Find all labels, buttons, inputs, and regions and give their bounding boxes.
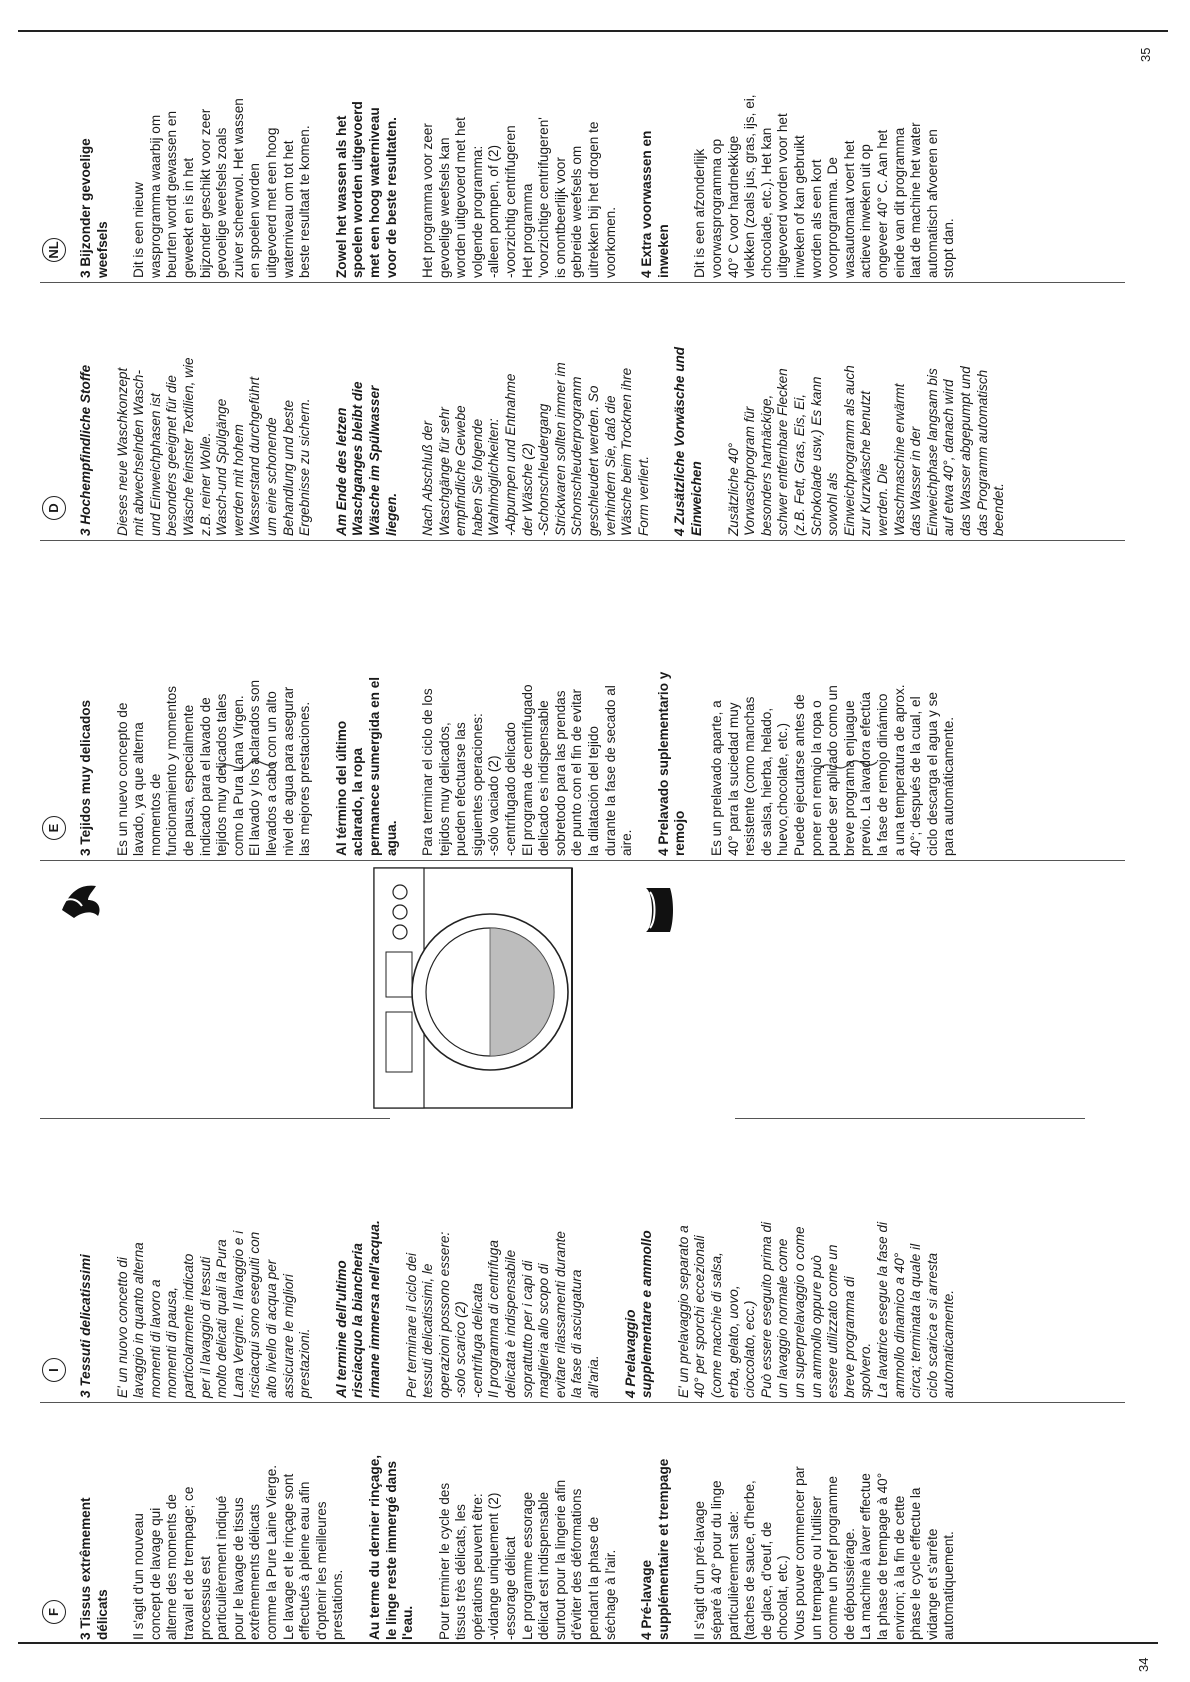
section-3-title: 3 Bijzonder gevoelige weefsels: [78, 138, 110, 278]
section-4-body: Il s'agit d'un pré-lavage séparé à 40° pour du linge particulièrement sale: (taches de sauce, d'herbe, de glace, d'oeuf, de chocolat, etc.) Vous pouver commencer par un trempage ou l'utiliser comme un bref programme de dépoussiérage. La machine à laver effectue la phase de trempage à 40° environ; à la fin de cette phase le cycle effectue la vidange et s'arrête automatiquement.: [692, 1466, 957, 1640]
section-3-body-2: Para terminar el ciclo de los tejidos muy delicados, pueden efectuarse las siguientes operaciones: -sólo vaciado (2) -centrifugado delicado El programa de centrifugado delicado es indispensable sobretodo para las prendas de punto con el fin de evitar la dilatación del tejido durante la fase de secado al aire.: [420, 684, 635, 856]
section-3-bold-note: Zowel het wassen als het spoelen worden uitgevoerd met een hoog waterniveau voor de beste resultaten.: [333, 101, 399, 278]
section-3-body: E' un nuovo concetto di lavaggio in quanto alterna momenti di lavoro a momenti di pausa, particolarmente indicato per il lavaggio di tessuti molto delicati quali la Pura Lana Vergine. Il lavaggio e i risciacqui sono eseguiti con alto livello di acqua per assicurare le migliori prestazioni.: [114, 1230, 313, 1398]
language-badge-d: D: [42, 496, 66, 520]
section-4-body: Es un prelavado aparte, a 40° para la suciedad muy resistente (como manchas de salsa, hierba, helado, huevo,chocolate, etc.) Puede ejecutarse antes de poner en remojo la ropa o puede ser aplicado como un breve programa enjuague previo. La lavadora efectúa la fase de remojo dinámico a una temperatura de aprox. 40°; después de la cual, el ciclo descarga el agua y se para automáticamente.: [709, 684, 957, 856]
section-3-title: 3 Tissus extrêmement délicats: [78, 1497, 110, 1640]
section-4-title: 4 Prelavaggio supplementare e ammollo: [622, 1230, 655, 1398]
section-4-title: 4 Zusätzliche Vorwäsche und Einweichen: [672, 346, 704, 536]
separator-3: [735, 1118, 1085, 1119]
column-spanish: [42, 556, 1042, 856]
section-3-body-2: Het programma voor zeer gevoelige weefsels kan worden uitgevoerd met het volgende programma: -alleen pompen, of (2) -voorzichtig centrifugeren Het programma 'voorzichtige centrifugeren' is onontbeerlijk voor gebreide weefsels om uitrekken bij het drogen te voorkomen.: [420, 117, 618, 278]
separator-5: [40, 540, 1125, 541]
section-4-body: E' un prelavaggio separato a 40° per sporchi eccezionali (come macchie di salsa, erba, gelato, uovo, cioccolato, ecc.) Può essere eseguito prima di un lavaggio normale come un superprelavaggio o come un ammollo oppure può essere utilizzato come un breve programma di spolvero. La lavatrice esegue la fase di ammollo dinamico a 40° circa; terminata la quale il ciclo scarica e si arresta automaticamente.: [675, 1221, 957, 1398]
language-badge-e: E: [42, 816, 66, 840]
section-3-body-2: Pour terminer le cycle des tissus très délicats, les opérations peuvent être: -vidange uniquement (2) -essorage délicat Le programme essorage délicat est indispensable surtout pour la lingerie afin d'éviter des déformations pendant la phase de séchage à l'air.: [436, 1479, 618, 1640]
separator-6: [40, 282, 1125, 283]
basin-icon: [640, 880, 680, 940]
section-3-body-2: Per terminare il ciclo dei tessuti delicatissimi, le operazioni possono essere: -solo scarico (2) -centrifuga delicata Il programma di centrifuga delicata è indispensabile soprattutto per i capi di maglieria allo scopo di evitare rilassamenti durante la fase di asciugatura all'aria.: [403, 1231, 602, 1398]
section-3-bold-note: Au terme du dernier rinçage, le linge reste immergé dans l'eau.: [366, 1454, 416, 1640]
section-3-body: Es un nuevo concepto de lavado, ya que alterna momentos de funcionamiento y momentos de pausa, especialmente indicado para el lavado de tejidos muy delicados tales como la Pura Lana Virgen. El lavado y los aclarados son llevados a cabo con un alto nivel de agua para asegurar las mejores prestaciones.: [114, 679, 313, 856]
section-4-body: Zusätzliche 40° Vorwaschprogram für besonders hartnäckige, schwer entfernbare Flecken (z.B. Fett, Gras, Eis, Ei, Schokolade usw.) Es kann sowohl als Einweichprogramm als auch zur Kurzwäsche benutzt werden. Die Waschmaschine erwärmt das Wasser in der Einweichphase langsam bis auf etwa 40°, danach wird das Wasser abgepumpt und das Programm automatisch beendet.: [725, 365, 1007, 536]
section-3-body: Il s'agit d'un nouveau concept de lavage qui alterne des moments de travail et de trempage; ce processus est particulièrement indiqué pour le lavage de tissus extrêmements délicats comme la Pure Laine Vierge. Le lavage et le rinçage sont effectués à pleine eau afin d'optenir les meilleures prestations.: [131, 1464, 346, 1640]
section-3-bold-note: Al termine dell'ultimo risciacquo la biancheria rimane immersa nell'acqua.: [333, 1220, 382, 1398]
hand-wash-icon: [52, 870, 112, 930]
section-3-bold-note: Al término del último aclarado, la ropa permanece sumergida en el agua.: [333, 676, 399, 856]
washing-machine-illustration: [360, 862, 680, 1114]
column-french: [42, 1405, 1042, 1640]
section-3-title: 3 Tejidos muy delicados: [78, 699, 93, 856]
separator-1: [40, 1402, 1125, 1403]
section-4-title: 4 Extra voorwassen en inweken: [639, 130, 671, 278]
column-dutch: [42, 40, 1042, 278]
section-4-body: Dit is een afzonderlijk voorwasprogramma op 40° C voor hardnekkige vlekken (zoals jus, gras, ijs, ei, chocolade, etc.). Het kan uitgevoerd worden voor het inweken of kan gebruikt worden als een kort voorprogramma. De wasautomaat voert het actieve inweken uit op ongeveer 40° C. Aan het einde van dit programma laat de machine het water automatisch afvoeren en stopt dan.: [692, 94, 957, 278]
section-3-bold-note: Am Ende des letzen Waschganges bleibt die Wäsche im Spülwasser liegen.: [333, 381, 399, 536]
bottom-rule: [18, 1642, 1158, 1644]
page-number-right: 35: [1138, 47, 1153, 62]
section-3-title: 3 Hochempfindliche Stoffe: [78, 364, 93, 536]
column-german: [42, 286, 1042, 536]
page-number-left: 34: [1136, 1657, 1151, 1672]
top-rule: [18, 30, 1168, 32]
section-3-body-2: Nach Abschluß der Waschgänge für sehr empfindliche Gewebe haben Sie folgende Wahlmöglichkeiten: -Abpumpen und Entnahme der Wäsche (2) -Schonschleudergang Strickwaren sollten immer im Schonschleuderprogramm geschleudert werden. So verhindern Sie, daß die Wäsche beim Trocknen ihre Form verliert.: [420, 362, 651, 536]
section-4-title: 4 Pré-lavage supplémentaire et trempage: [639, 1458, 671, 1640]
column-italian: [42, 1128, 1042, 1398]
section-3-body: Dit is een nieuw wasprogramma waarbij om beurten wordt gewassen en geweekt en is in het bijzonder geschikt voor zeer gevoelige weefsels zoals zuiver scheerwol. Het wassen en spoelen worden uitgevoerd met een hoog waterniveau om tot het beste resultaat te komen.: [131, 98, 313, 278]
section-4-title: 4 Prelavado suplementario y remojo: [655, 671, 688, 856]
separator-4: [40, 860, 1125, 861]
section-3-title: 3 Tessuti delicatissimi: [78, 1254, 93, 1398]
separator-2: [40, 1118, 390, 1119]
language-badge-i: I: [42, 1358, 66, 1382]
language-badge-nl: NL: [42, 238, 66, 262]
language-badge-f: F: [42, 1600, 66, 1624]
section-3-body: Dieses neue Waschkonzept mit abwechselnden Wasch- und Einweichphasen ist besonders geeignet für die Wäsche feinster Textilien, wie z.B. reiner Wolle. Wasch-und Spülgänge werden mit hohem Wasserstand durchgeführt um eine schonende Behandlung und beste Ergebnisse zu sichern.: [114, 357, 313, 536]
